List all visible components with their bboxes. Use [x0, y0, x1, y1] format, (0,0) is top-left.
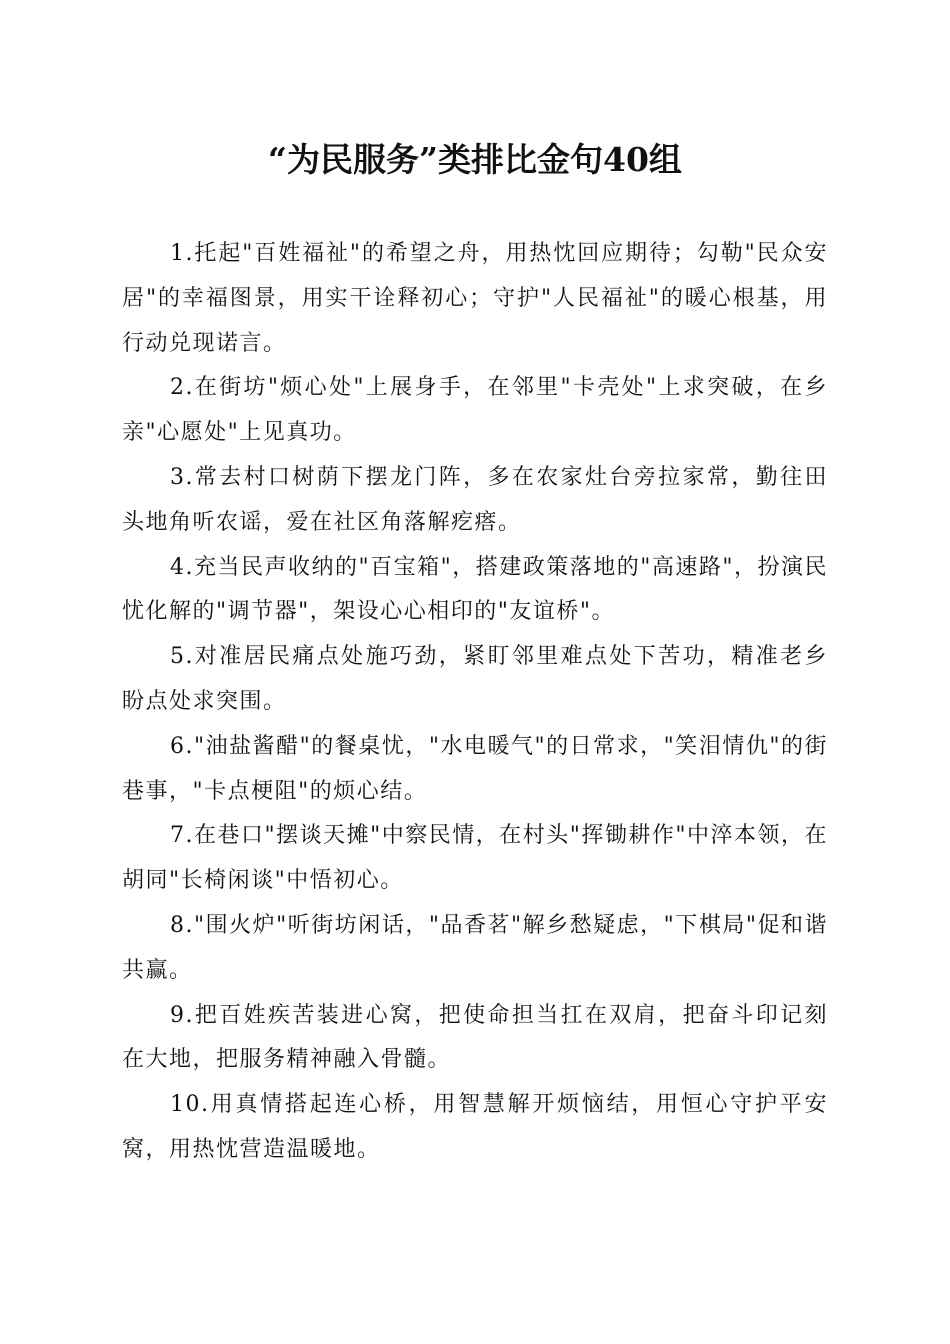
paragraph-3: 3.常去村口树荫下摆龙门阵，多在农家灶台旁拉家常，勤往田头地角听农谣，爱在社区角落解疙瘩。 [122, 464, 828, 535]
paragraph-5: 5.对准居民痛点处施巧劲，紧盯邻里难点处下苦功，精准老乡盼点处求突围。 [122, 644, 828, 714]
document-title: “为民服务”类排比金句40组 [268, 140, 682, 179]
paragraph-6: 6."油盐酱醋"的餐桌忧，"水电暖气"的日常求，"笑泪情仇"的街巷事，"卡点梗阻"的烦心结。 [122, 733, 828, 804]
paragraph-2: 2.在街坊"烦心处"上展身手，在邻里"卡壳处"上求突破，在乡亲"心愿处"上见真功。 [122, 375, 828, 446]
document-body [122, 232, 828, 1173]
paragraph-7: 7.在巷口"摆谈天摊"中察民情，在村头"挥锄耕作"中淬本领，在胡同"长椅闲谈"中悟初心。 [122, 823, 828, 894]
paragraph-8: 8."围火炉"听街坊闲话，"品香茗"解乡愁疑虑，"下棋局"促和谐共赢。 [122, 912, 828, 983]
paragraph-4: 4.充当民声收纳的"百宝箱"，搭建政策落地的"高速路"，扮演民忧化解的"调节器"，架设心心相印的"友谊桥"。 [122, 554, 828, 625]
paragraph-1: 1.托起"百姓福祉"的希望之舟，用热忱回应期待；勾勒"民众安居"的幸福图景，用实干诠释初心；守护"人民福祉"的暖心根基，用行动兑现诺言。 [122, 241, 828, 356]
paragraph-10: 10.用真情搭起连心桥，用智慧解开烦恼结，用恒心守护平安窝，用热忱营造温暖地。 [122, 1092, 828, 1162]
paragraph-9: 9.把百姓疾苦装进心窝，把使命担当扛在双肩，把奋斗印记刻在大地，把服务精神融入骨髓。 [122, 1002, 828, 1073]
